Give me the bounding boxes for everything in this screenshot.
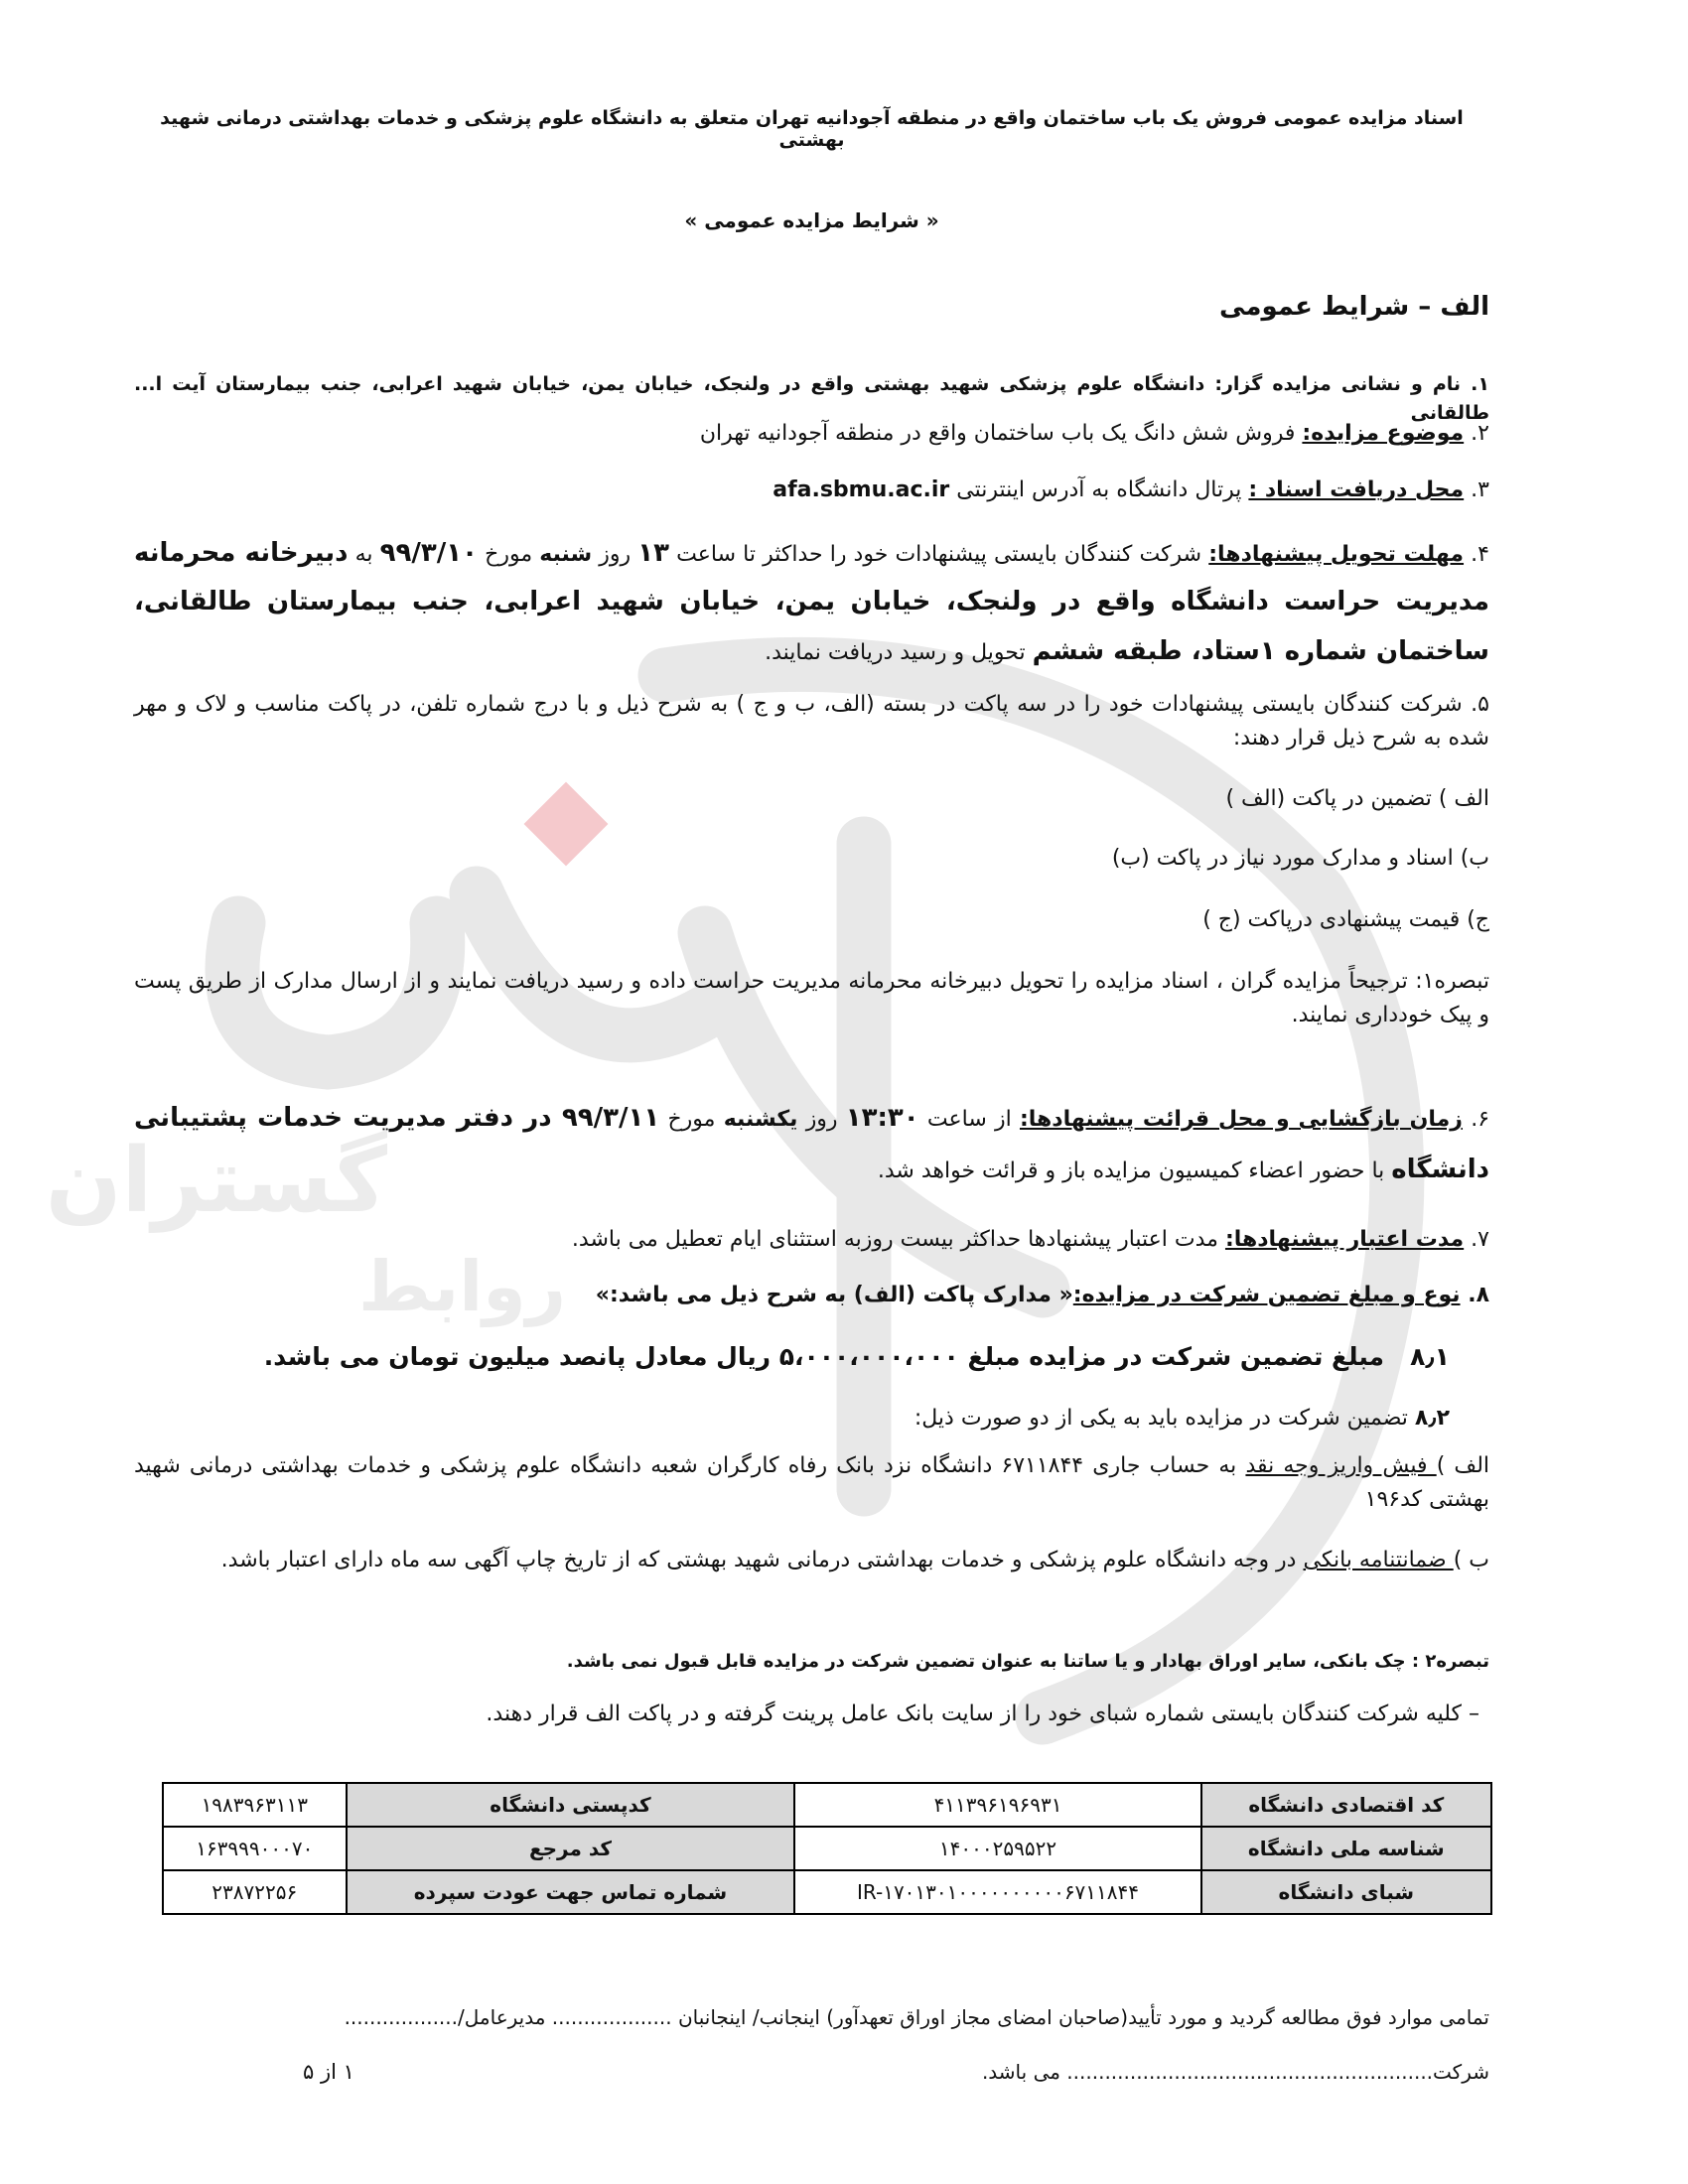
item-text: مورخ [478, 542, 540, 567]
item-text: دانشگاه علوم پزشکی شهید بهشتی واقع در ولنجک، خیابان یمن، خیابان شهید اعرابی، جنب بیمارستان آیت ا... طالقانی [134, 373, 1489, 425]
footer-confirmation: تمامی موارد فوق مطالعه گردید و مورد تأیید(صاحبان امضای مجاز اوراق تعهدآور) اینجانب/ اینجانبان ................... مدیرعامل/.................. [344, 2005, 1489, 2029]
table-value: ۱۹۸۳۹۶۳۱۱۳ [163, 1783, 347, 1827]
opening-hour: ۱۳:۳۰ [845, 1103, 919, 1133]
item-number: ۸٫۲ [1414, 1406, 1450, 1431]
item-text: تحویل و رسید دریافت نمایند. [765, 639, 1033, 665]
option-text: به حساب جاری ۶۷۱۱۸۴۴ دانشگاه نزد بانک رفاه کارگران شعبه دانشگاه علوم پزشکی و خدمات بهداشتی درمانی شهید بهشتی کد۱۹۶ [134, 1453, 1489, 1513]
item-8-2-b [134, 1544, 1489, 1577]
item-7 [134, 1223, 1489, 1257]
item-text: فروش شش دانگ یک باب ساختمان واقع در منطقه آجودانیه تهران [699, 421, 1303, 446]
table-label: کد مرجع [347, 1827, 795, 1870]
item-6 [134, 1092, 1489, 1195]
item-8 [134, 1279, 1489, 1312]
opening-day: یکشنبه [723, 1107, 798, 1132]
item-8-2 [134, 1402, 1450, 1435]
item-5-b: ب) اسناد و مدارک مورد نیاز در پاکت (ب) [1111, 846, 1489, 871]
item-text: شرکت کنندگان بایستی پیشنهادات خود را حداکثر تا ساعت [669, 542, 1209, 567]
table-label: کد اقتصادی دانشگاه [1201, 1783, 1491, 1827]
item-text: با حضور اعضاء کمیسیون مزایده باز و قرائت خواهد شد. [877, 1159, 1392, 1183]
item-5-c: ج) قیمت پیشنهادی درپاکت (ج ) [1202, 907, 1489, 932]
item-5-a: الف ) تضمین در پاکت (الف ) [1225, 786, 1489, 811]
item-number: ۱. [1471, 373, 1489, 395]
table-label: شناسه ملی دانشگاه [1201, 1827, 1491, 1870]
item-label: نام و نشانی مزایده گزار: [1214, 373, 1462, 395]
option-text: در وجه دانشگاه علوم پزشکی و خدمات بهداشتی درمانی شهید بهشتی که از تاریخ چاپ آگهی سه ماه دارای اعتبار باشد. [220, 1548, 1304, 1572]
opening-place: در دفتر مدیریت خدمات پشتیبانی دانشگاه [134, 1103, 1489, 1184]
deadline-date: ۹۹/۳/۱۰ [379, 538, 479, 568]
option-label: ضمانتنامه بانکی [1303, 1548, 1454, 1572]
item-label: نوع و مبلغ تضمین شرکت در مزایده: [1072, 1283, 1461, 1307]
item-number: ۵. [1471, 692, 1489, 717]
item-text: مدت اعتبار پیشنهادها حداکثر بیست روزبه استثنای ایام تعطیل می باشد. [571, 1227, 1225, 1252]
table-label: شماره تماس جهت عودت سپرده [347, 1870, 795, 1914]
item-8-1 [134, 1338, 1450, 1377]
item-label: مدت اعتبار پیشنهادها: [1224, 1227, 1465, 1252]
svg-text:روابط: روابط [357, 1246, 566, 1327]
table-value: ۲۳۸۷۲۲۵۶ [163, 1870, 347, 1914]
item-text: پرتال دانشگاه به آدرس اینترنتی [949, 478, 1249, 502]
item-number: ۸٫۱ [1410, 1342, 1450, 1371]
item-text: روز [592, 542, 638, 567]
university-info-table [162, 1782, 1492, 1915]
portal-url: afa.sbmu.ac.ir [773, 478, 950, 502]
option-prefix: الف ) [1436, 1453, 1490, 1478]
item-text: مبلغ تضمین شرکت در مزایده مبلغ ۵،۰۰۰،۰۰۰،۰۰۰ ریال معادل پانصد میلیون تومان می باشد. [263, 1342, 1385, 1371]
item-label: مهلت تحویل پیشنهادها: [1208, 542, 1465, 567]
section-heading: الف – شرایط عمومی [1219, 292, 1489, 322]
table-row [163, 1827, 1491, 1870]
item-number: ۶. [1471, 1107, 1490, 1132]
page-number: ۱ از ۵ [303, 2060, 354, 2084]
delivery-place: دبیرخانه محرمانه مدیریت حراست دانشگاه واقع در ولنجک، خیابان یمن، خیابان شهید اعرابی، جنب بیمارستان طالقانی، ساختمان شماره ۱ستاد، طبقه ششم [134, 538, 1489, 666]
table-row [163, 1870, 1491, 1914]
table-value: ۱۴۰۰۰۲۵۹۵۲۲ [794, 1827, 1200, 1870]
item-text: مورخ [659, 1107, 724, 1132]
note-2: تبصره۲ : چک بانکی، سایر اوراق بهادار و یا ساتنا به عنوان تضمین شرکت در مزایده قابل قبول نمی باشد. [566, 1651, 1489, 1672]
svg-text:گستران: گستران [45, 1129, 387, 1233]
note-1: تبصره۱: ترجیحاً مزایده گران ، اسناد مزایده را تحویل دبیرخانه محرمانه مدیریت حراست داده و رسید دریافت نمایند و از ارسال مدارک از طریق پست و پیک خودداری نمایند. [134, 969, 1489, 1028]
footer-company: شرکت.......................................................... می باشد. [981, 2060, 1489, 2084]
item-text: تضمین شرکت در مزایده باید به یکی از دو صورت ذیل: [914, 1406, 1415, 1431]
option-label: فیش واریز وجه نقد [1245, 1453, 1437, 1478]
item-number: ۷. [1471, 1227, 1489, 1252]
item-4 [134, 529, 1489, 676]
item-label: موضوع مزایده: [1302, 421, 1465, 446]
item-text: به [348, 542, 380, 567]
deadline-hour: ۱۳ [637, 538, 670, 568]
item-label: زمان بازگشایی و محل قرائت پیشنهادها: [1019, 1107, 1463, 1132]
option-prefix: ب ) [1453, 1548, 1489, 1572]
deadline-day: شنبه [539, 542, 593, 567]
table-value: ۴۱۱۳۹۶۱۹۶۹۳۱ [794, 1783, 1200, 1827]
item-text: از ساعت [918, 1107, 1020, 1132]
item-text: « مدارک پاکت (الف) به شرح ذیل می باشد:» [595, 1283, 1073, 1307]
table-label: کدپستی دانشگاه [347, 1783, 795, 1827]
table-value: ۱۶۳۹۹۹۰۰۰۷۰ [163, 1827, 347, 1870]
opening-date: ۹۹/۳/۱۱ [561, 1103, 660, 1133]
table-label: شبای دانشگاه [1201, 1870, 1491, 1914]
item-2 [134, 417, 1489, 451]
item-5 [134, 688, 1489, 755]
item-number: ۴. [1471, 542, 1489, 567]
item-8-2-a [134, 1449, 1489, 1517]
item-number: ۸. [1468, 1283, 1489, 1307]
document-title: « شرایط مزایده عمومی » [684, 208, 939, 232]
table-value: IR-۱۷۰۱۳۰۱۰۰۰۰۰۰۰۰۰۰۶۷۱۱۸۴۴ [794, 1870, 1200, 1914]
item-text: روز [797, 1107, 846, 1132]
item-number: ۲. [1471, 421, 1489, 446]
table-row [163, 1783, 1491, 1827]
sheba-instruction: – کلیه شرکت کنندگان بایستی شماره شبای خود را از سایت بانک عامل پرینت گرفته و در پاکت الف قرار دهند. [486, 1702, 1479, 1726]
item-label: محل دریافت اسناد : [1248, 478, 1465, 502]
item-3 [134, 474, 1489, 507]
item-number: ۳. [1471, 478, 1489, 502]
item-text: شرکت کنندگان بایستی پیشنهادات خود را در سه پاکت در بسته (الف، ب و ج ) به شرح ذیل و با درج شماره تلفن، در پاکت مناسب و لاک و مهر شده به شرح ذیل قرار دهند: [134, 692, 1489, 751]
page-header: اسناد مزایده عمومی فروش یک باب ساختمان واقع در منطقه آجودانیه تهران متعلق به دانشگاه علوم پزشکی و خدمات بهداشتی درمانی شهید بهشتی [160, 107, 1464, 151]
